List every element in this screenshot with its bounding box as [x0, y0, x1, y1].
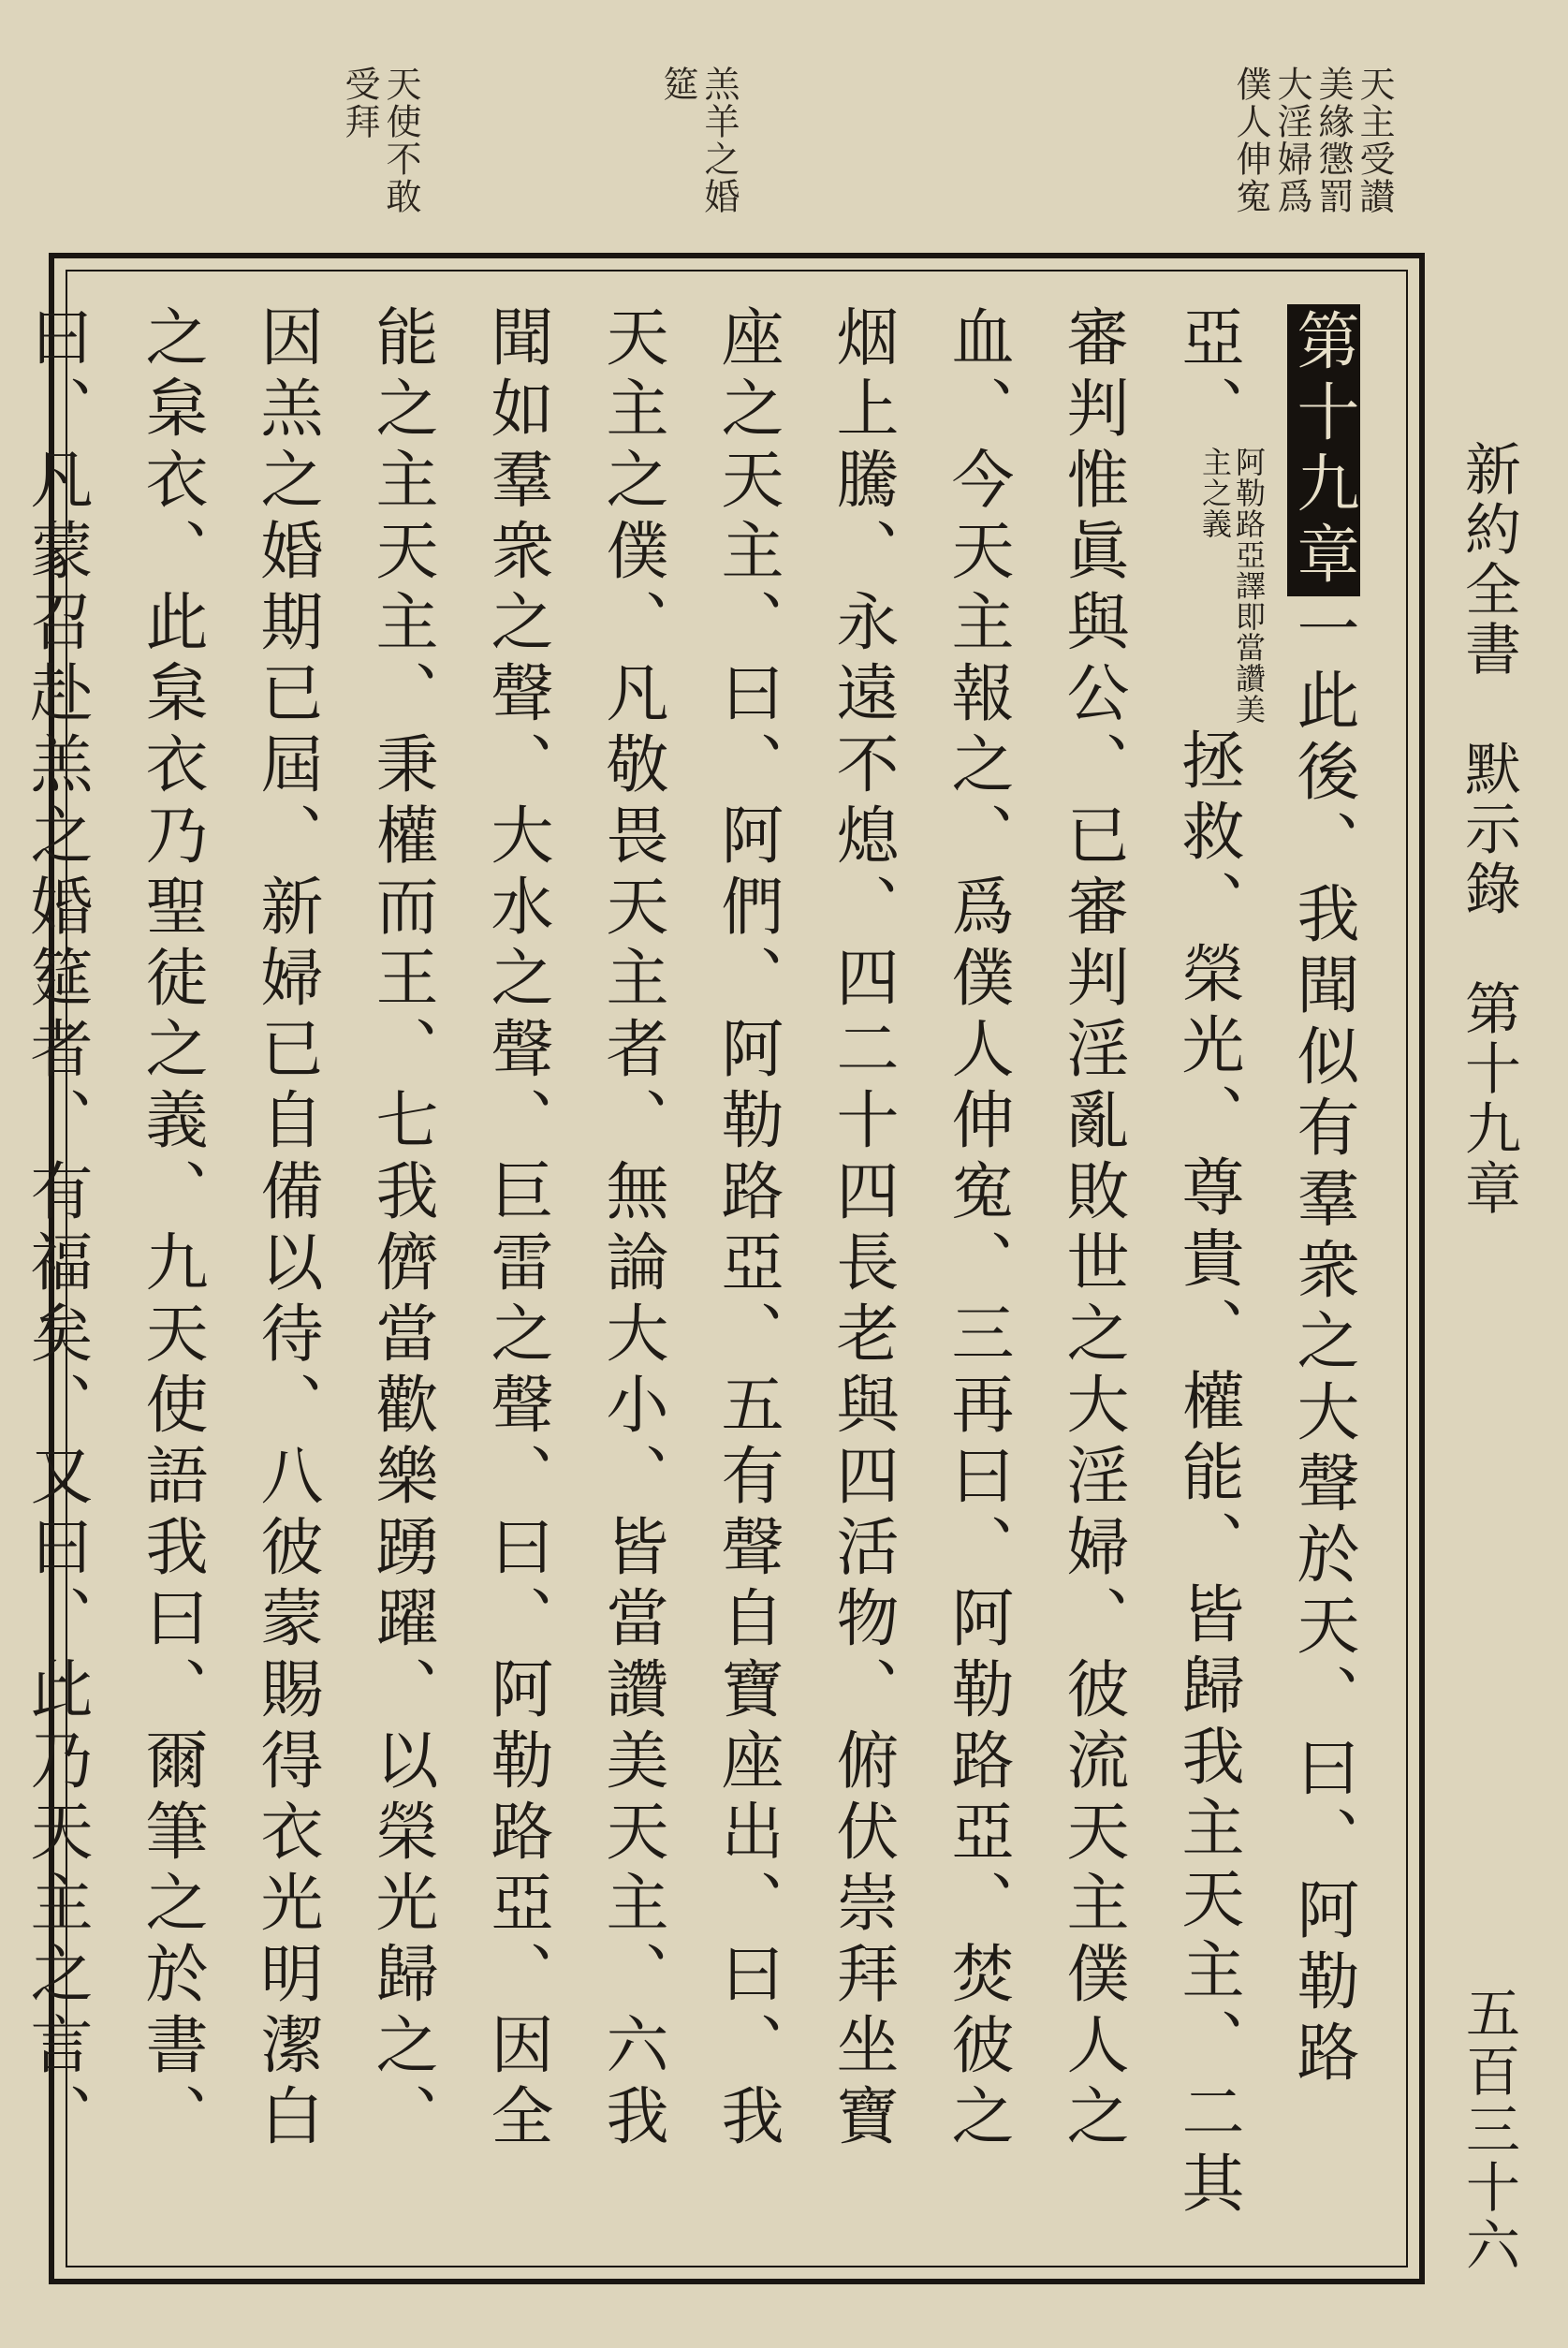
alleluia-gloss: 阿勒路亞譯即當讚美主之義 [1197, 447, 1267, 725]
body-text-part2: 拯救、榮光、尊貴、權能、皆歸我主天主、二其審判惟眞與公、已審判淫亂敗世之大淫婦、彼流天主僕人之血、今天主報之、爲僕人伸寃、三再曰、阿勒路亞、焚彼之烟上騰、永遠不熄、四二十四長老與四活物、俯伏崇拜坐寶座之天主、曰、阿們、阿勒路亞、五有聲自寶座出、曰、我天主之僕、凡敬畏天主者、無論大小、皆當讚美天主、六我聞如羣衆之聲、大水之聲、巨雷之聲、曰、阿勒路亞、因全能之主天主、秉權而王、七我儕當歡樂踴躍、以榮光歸之、因羔之婚期已屆、新婦已自備以待、八彼蒙賜得衣光明潔白之枲衣、此枲衣乃聖徒之義、九天使語我曰、爾筆之於書、曰、凡蒙召赴羔之婚筵者、有福矣、又曰、此乃天主之言、 [21, 304, 1245, 2222]
body-text-part1: 一此後、我聞似有羣衆之大聲於天、曰、阿勒路亞、 [1172, 304, 1360, 2091]
book-title: 新約全書 默示錄 第十九章 [1456, 440, 1521, 1219]
running-header [1446, 440, 1531, 2275]
margin-note-praise: 天主受讃美緣懲罰大淫婦爲僕人伸寃 [1230, 66, 1395, 215]
margin-note-angel: 天使不敢受拜 [339, 66, 421, 215]
page-number: 五百三十六 [1457, 1985, 1520, 2275]
chapter-body [21, 304, 1381, 2223]
margin-note-wedding-feast: 羔羊之婚筵 [657, 66, 740, 215]
chapter-label: 第十九章 [1287, 304, 1360, 596]
